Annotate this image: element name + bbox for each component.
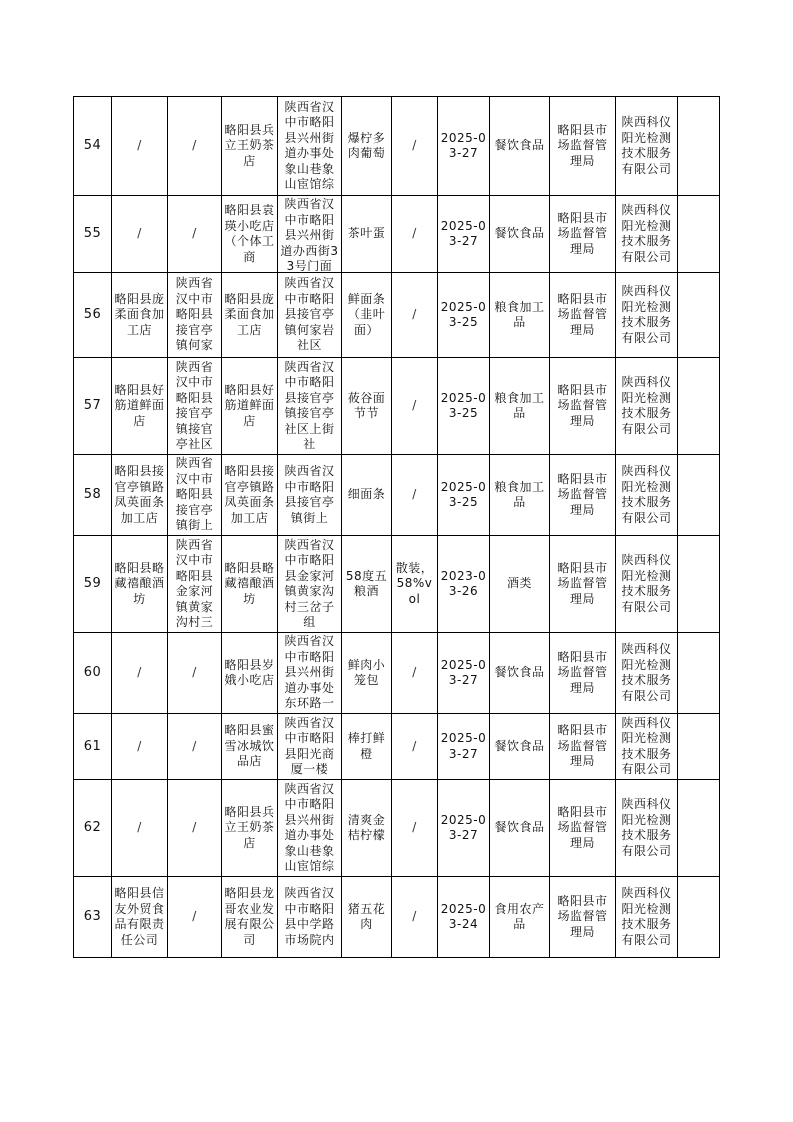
cell-producer-address-text: / bbox=[192, 738, 197, 753]
cell-food-name-text: 莜谷面节节 bbox=[347, 390, 386, 420]
cell-task-source bbox=[550, 358, 616, 455]
cell-production-date bbox=[438, 273, 490, 358]
cell-testing-agency bbox=[616, 633, 678, 714]
cell-serial-no-text: 54 bbox=[83, 138, 102, 154]
cell-food-name bbox=[342, 877, 392, 958]
cell-producer-address bbox=[168, 633, 222, 714]
cell-food-name-text: 细面条 bbox=[347, 487, 386, 502]
cell-food-category-text: 餐饮食品 bbox=[494, 138, 545, 153]
cell-production-date bbox=[438, 780, 490, 877]
cell-producer-address bbox=[168, 877, 222, 958]
cell-food-name-text: 爆柠多肉葡萄 bbox=[347, 130, 386, 160]
cell-remark bbox=[678, 780, 720, 877]
cell-sampled-unit-address bbox=[278, 358, 342, 455]
cell-testing-agency bbox=[616, 97, 678, 196]
cell-production-date-text: 2023-03-26 bbox=[440, 568, 487, 598]
cell-producer-address-text: / bbox=[192, 226, 197, 241]
cell-food-name bbox=[342, 358, 392, 455]
cell-production-date bbox=[438, 455, 490, 536]
cell-production-date-text: 2025-03-27 bbox=[440, 130, 487, 160]
cell-producer-address-text: 陕西省汉中市略阳县接官亭镇何家 bbox=[175, 276, 214, 353]
cell-food-category bbox=[490, 273, 550, 358]
cell-producer-address bbox=[168, 358, 222, 455]
cell-producer-name-text: / bbox=[137, 665, 142, 680]
cell-sampled-unit-name-text: 略阳县蜜雪冰城饮品店 bbox=[224, 723, 275, 769]
cell-testing-agency bbox=[616, 273, 678, 358]
cell-sampled-unit-address bbox=[278, 714, 342, 780]
cell-food-name bbox=[342, 455, 392, 536]
cell-sampled-unit-address-text: 陕西省汉中市略阳县接官亭镇何家岩社区 bbox=[284, 276, 335, 353]
cell-sampled-unit-address-text: 陕西省汉中市略阳县阳光商厦一楼 bbox=[284, 715, 335, 776]
cell-food-category bbox=[490, 196, 550, 273]
cell-production-date bbox=[438, 877, 490, 958]
cell-task-source-text: 略阳县市场监督管理局 bbox=[557, 382, 608, 428]
cell-production-date-text: 2025-03-25 bbox=[440, 299, 487, 329]
cell-remark bbox=[678, 273, 720, 358]
cell-producer-name bbox=[112, 877, 168, 958]
cell-serial-no-text: 61 bbox=[83, 738, 102, 754]
cell-food-category-text: 餐饮食品 bbox=[494, 820, 545, 835]
cell-producer-address-text: 陕西省汉中市略阳县金家河镇黄家沟村三 bbox=[175, 537, 214, 629]
cell-task-source-text: 略阳县市场监督管理局 bbox=[557, 210, 608, 256]
cell-producer-name bbox=[112, 358, 168, 455]
cell-testing-agency-text: 陕西科仪阳光检测技术服务有限公司 bbox=[621, 886, 672, 947]
cell-sampled-unit-name-text: 略阳县接官亭镇路凤英面条加工店 bbox=[224, 464, 275, 525]
cell-producer-address bbox=[168, 536, 222, 633]
cell-testing-agency-text: 陕西科仪阳光检测技术服务有限公司 bbox=[621, 553, 672, 614]
cell-task-source bbox=[550, 714, 616, 780]
cell-sampled-unit-name bbox=[222, 536, 278, 633]
cell-producer-address-text: 陕西省汉中市略阳县接官亭镇接官亭社区 bbox=[175, 359, 214, 451]
cell-producer-name-text: 略阳县好筋道鲜面店 bbox=[114, 382, 165, 428]
cell-food-category-text: 粮食加工品 bbox=[494, 479, 545, 509]
cell-task-source-text: 略阳县市场监督管理局 bbox=[557, 122, 608, 168]
cell-serial-no bbox=[74, 780, 112, 877]
cell-production-date-text: 2025-03-25 bbox=[440, 390, 487, 420]
cell-specification bbox=[392, 273, 438, 358]
cell-serial-no bbox=[74, 358, 112, 455]
cell-producer-name bbox=[112, 273, 168, 358]
cell-food-category-text: 食用农产品 bbox=[494, 901, 545, 931]
cell-sampled-unit-address bbox=[278, 97, 342, 196]
cell-food-category bbox=[490, 633, 550, 714]
cell-food-name-text: 棒打鲜橙 bbox=[347, 731, 386, 761]
cell-task-source-text: 略阳县市场监督管理局 bbox=[557, 560, 608, 606]
cell-production-date-text: 2025-03-27 bbox=[440, 812, 487, 842]
cell-producer-name bbox=[112, 714, 168, 780]
cell-producer-address bbox=[168, 97, 222, 196]
cell-task-source bbox=[550, 196, 616, 273]
cell-producer-address-text: / bbox=[192, 820, 197, 835]
cell-specification bbox=[392, 536, 438, 633]
cell-production-date bbox=[438, 97, 490, 196]
cell-food-category-text: 粮食加工品 bbox=[494, 390, 545, 420]
cell-remark bbox=[678, 358, 720, 455]
table-row bbox=[74, 97, 720, 196]
cell-food-category bbox=[490, 358, 550, 455]
cell-testing-agency-text: 陕西科仪阳光检测技术服务有限公司 bbox=[621, 284, 672, 345]
cell-production-date bbox=[438, 358, 490, 455]
cell-specification-text: / bbox=[412, 738, 417, 753]
cell-testing-agency-text: 陕西科仪阳光检测技术服务有限公司 bbox=[621, 642, 672, 703]
cell-food-category bbox=[490, 455, 550, 536]
cell-food-name bbox=[342, 780, 392, 877]
cell-food-name bbox=[342, 633, 392, 714]
cell-specification-text: / bbox=[412, 909, 417, 924]
cell-sampled-unit-address bbox=[278, 633, 342, 714]
cell-food-name bbox=[342, 196, 392, 273]
cell-task-source-text: 略阳县市场监督管理局 bbox=[557, 649, 608, 695]
cell-task-source bbox=[550, 273, 616, 358]
cell-food-name bbox=[342, 97, 392, 196]
cell-specification bbox=[392, 97, 438, 196]
cell-sampled-unit-name-text: 略阳县略藏禧酿酒坊 bbox=[224, 560, 275, 606]
cell-testing-agency bbox=[616, 455, 678, 536]
cell-sampled-unit-address bbox=[278, 780, 342, 877]
cell-sampled-unit-name-text: 略阳县袁瑛小吃店（个体工商 bbox=[224, 203, 275, 264]
cell-testing-agency bbox=[616, 536, 678, 633]
cell-producer-name-text: 略阳县信友外贸食品有限责任公司 bbox=[114, 886, 165, 947]
cell-specification bbox=[392, 358, 438, 455]
cell-producer-name bbox=[112, 633, 168, 714]
cell-testing-agency bbox=[616, 877, 678, 958]
cell-producer-name bbox=[112, 780, 168, 877]
cell-serial-no bbox=[74, 714, 112, 780]
table-body bbox=[74, 97, 720, 958]
cell-serial-no bbox=[74, 877, 112, 958]
cell-food-category bbox=[490, 877, 550, 958]
cell-producer-name-text: / bbox=[137, 738, 142, 753]
cell-testing-agency-text: 陕西科仪阳光检测技术服务有限公司 bbox=[621, 115, 672, 176]
cell-remark bbox=[678, 196, 720, 273]
cell-specification-text: / bbox=[412, 138, 417, 153]
cell-producer-address-text: / bbox=[192, 138, 197, 153]
cell-producer-address-text: / bbox=[192, 909, 197, 924]
cell-sampled-unit-address bbox=[278, 196, 342, 273]
cell-sampled-unit-address bbox=[278, 877, 342, 958]
cell-serial-no bbox=[74, 196, 112, 273]
cell-task-source-text: 略阳县市场监督管理局 bbox=[557, 804, 608, 850]
table-row bbox=[74, 536, 720, 633]
cell-food-category-text: 粮食加工品 bbox=[494, 299, 545, 329]
cell-production-date-text: 2025-03-27 bbox=[440, 218, 487, 248]
cell-production-date-text: 2025-03-25 bbox=[440, 479, 487, 509]
table-row bbox=[74, 780, 720, 877]
cell-food-name-text: 猪五花肉 bbox=[347, 901, 386, 931]
cell-specification-text: 散装，58%vol bbox=[395, 560, 434, 606]
cell-testing-agency-text: 陕西科仪阳光检测技术服务有限公司 bbox=[621, 715, 672, 776]
inspection-results-table bbox=[73, 96, 720, 958]
cell-serial-no bbox=[74, 273, 112, 358]
cell-serial-no bbox=[74, 455, 112, 536]
cell-specification-text: / bbox=[412, 820, 417, 835]
table-row bbox=[74, 633, 720, 714]
cell-food-name bbox=[342, 536, 392, 633]
cell-specification bbox=[392, 780, 438, 877]
table-row bbox=[74, 273, 720, 358]
cell-food-category bbox=[490, 714, 550, 780]
cell-producer-address bbox=[168, 196, 222, 273]
cell-remark bbox=[678, 633, 720, 714]
cell-testing-agency bbox=[616, 358, 678, 455]
cell-specification bbox=[392, 633, 438, 714]
cell-sampled-unit-name-text: 略阳县庞柔面食加工店 bbox=[224, 291, 275, 337]
cell-specification-text: / bbox=[412, 307, 417, 322]
cell-remark bbox=[678, 536, 720, 633]
cell-serial-no-text: 63 bbox=[83, 909, 102, 925]
cell-production-date-text: 2025-03-27 bbox=[440, 657, 487, 687]
cell-sampled-unit-name-text: 略阳县兵立王奶茶店 bbox=[224, 122, 275, 168]
cell-sampled-unit-address bbox=[278, 536, 342, 633]
cell-testing-agency bbox=[616, 780, 678, 877]
cell-sampled-unit-name-text: 略阳县龙哥农业发展有限公司 bbox=[224, 886, 275, 947]
cell-producer-address-text: 陕西省汉中市略阳县接官亭镇街上 bbox=[175, 456, 214, 533]
cell-serial-no-text: 55 bbox=[83, 226, 102, 242]
cell-producer-name-text: 略阳县略藏禧酿酒坊 bbox=[114, 560, 165, 606]
cell-task-source bbox=[550, 455, 616, 536]
cell-food-category-text: 餐饮食品 bbox=[494, 738, 545, 753]
cell-sampled-unit-address-text: 陕西省汉中市略阳县接官亭镇接官亭社区上街社 bbox=[284, 359, 335, 451]
cell-food-category bbox=[490, 97, 550, 196]
table-row bbox=[74, 455, 720, 536]
table-row bbox=[74, 877, 720, 958]
cell-task-source bbox=[550, 877, 616, 958]
cell-producer-address bbox=[168, 714, 222, 780]
cell-remark bbox=[678, 714, 720, 780]
cell-task-source bbox=[550, 97, 616, 196]
cell-food-name-text: 茶叶蛋 bbox=[347, 226, 386, 241]
cell-task-source-text: 略阳县市场监督管理局 bbox=[557, 471, 608, 517]
cell-specification-text: / bbox=[412, 665, 417, 680]
cell-production-date bbox=[438, 196, 490, 273]
cell-serial-no bbox=[74, 97, 112, 196]
cell-producer-name bbox=[112, 455, 168, 536]
cell-task-source-text: 略阳县市场监督管理局 bbox=[557, 723, 608, 769]
cell-specification-text: / bbox=[412, 398, 417, 413]
cell-producer-address bbox=[168, 780, 222, 877]
cell-specification bbox=[392, 714, 438, 780]
cell-serial-no bbox=[74, 536, 112, 633]
cell-production-date-text: 2025-03-24 bbox=[440, 901, 487, 931]
cell-sampled-unit-name bbox=[222, 455, 278, 536]
cell-food-category bbox=[490, 780, 550, 877]
cell-sampled-unit-name-text: 略阳县岁娥小吃店 bbox=[224, 657, 275, 687]
cell-food-category-text: 餐饮食品 bbox=[494, 665, 545, 680]
cell-specification-text: / bbox=[412, 487, 417, 502]
cell-producer-name-text: 略阳县庞柔面食加工店 bbox=[114, 291, 165, 337]
cell-production-date bbox=[438, 536, 490, 633]
cell-sampled-unit-name bbox=[222, 633, 278, 714]
table-row bbox=[74, 196, 720, 273]
cell-sampled-unit-address-text: 陕西省汉中市略阳县中学路市场院内 bbox=[284, 886, 335, 947]
cell-food-name-text: 鲜面条（韭叶面） bbox=[347, 291, 386, 337]
cell-remark bbox=[678, 455, 720, 536]
cell-sampled-unit-name-text: 略阳县兵立王奶茶店 bbox=[224, 804, 275, 850]
cell-remark bbox=[678, 97, 720, 196]
cell-production-date bbox=[438, 714, 490, 780]
cell-testing-agency-text: 陕西科仪阳光检测技术服务有限公司 bbox=[621, 375, 672, 436]
cell-food-category-text: 酒类 bbox=[506, 576, 532, 591]
cell-sampled-unit-address-text: 陕西省汉中市略阳县接官亭镇街上 bbox=[284, 464, 335, 525]
cell-producer-address bbox=[168, 455, 222, 536]
cell-testing-agency-text: 陕西科仪阳光检测技术服务有限公司 bbox=[621, 464, 672, 525]
cell-specification bbox=[392, 877, 438, 958]
cell-sampled-unit-address-text: 陕西省汉中市略阳县兴州街道办事处象山巷象山宦馆综 bbox=[284, 781, 335, 873]
cell-food-name bbox=[342, 714, 392, 780]
cell-producer-address bbox=[168, 273, 222, 358]
cell-sampled-unit-address-text: 陕西省汉中市略阳县兴州街道办西街33号门面 bbox=[280, 197, 339, 271]
cell-sampled-unit-name bbox=[222, 780, 278, 877]
cell-testing-agency bbox=[616, 714, 678, 780]
cell-producer-name-text: / bbox=[137, 138, 142, 153]
cell-specification bbox=[392, 196, 438, 273]
cell-food-name bbox=[342, 273, 392, 358]
cell-remark bbox=[678, 877, 720, 958]
table-row bbox=[74, 358, 720, 455]
cell-sampled-unit-name-text: 略阳县好筋道鲜面店 bbox=[224, 382, 275, 428]
cell-serial-no-text: 57 bbox=[83, 398, 102, 414]
cell-specification-text: / bbox=[412, 226, 417, 241]
cell-food-category-text: 餐饮食品 bbox=[494, 226, 545, 241]
cell-serial-no-text: 60 bbox=[83, 665, 102, 681]
cell-sampled-unit-address-text: 陕西省汉中市略阳县金家河镇黄家沟村三岔子组 bbox=[284, 537, 335, 629]
cell-task-source bbox=[550, 633, 616, 714]
cell-producer-name-text: / bbox=[137, 226, 142, 241]
cell-producer-name bbox=[112, 536, 168, 633]
cell-testing-agency-text: 陕西科仪阳光检测技术服务有限公司 bbox=[621, 797, 672, 858]
cell-task-source bbox=[550, 780, 616, 877]
cell-task-source-text: 略阳县市场监督管理局 bbox=[557, 893, 608, 939]
cell-sampled-unit-name bbox=[222, 358, 278, 455]
cell-sampled-unit-address-text: 陕西省汉中市略阳县兴州街道办事处东环路一 bbox=[284, 634, 335, 711]
cell-task-source-text: 略阳县市场监督管理局 bbox=[557, 291, 608, 337]
cell-serial-no-text: 62 bbox=[83, 820, 102, 836]
table-row bbox=[74, 714, 720, 780]
cell-specification bbox=[392, 455, 438, 536]
cell-production-date-text: 2025-03-27 bbox=[440, 731, 487, 761]
cell-sampled-unit-name bbox=[222, 714, 278, 780]
cell-testing-agency-text: 陕西科仪阳光检测技术服务有限公司 bbox=[621, 203, 672, 264]
cell-serial-no-text: 58 bbox=[83, 487, 102, 503]
cell-producer-name bbox=[112, 196, 168, 273]
cell-sampled-unit-name bbox=[222, 97, 278, 196]
cell-sampled-unit-name bbox=[222, 196, 278, 273]
cell-testing-agency bbox=[616, 196, 678, 273]
cell-sampled-unit-name bbox=[222, 273, 278, 358]
cell-sampled-unit-address-text: 陕西省汉中市略阳县兴州街道办事处象山巷象山宦馆综 bbox=[284, 99, 335, 191]
cell-producer-name bbox=[112, 97, 168, 196]
cell-serial-no-text: 59 bbox=[83, 576, 102, 592]
cell-food-name-text: 清爽金桔柠檬 bbox=[347, 812, 386, 842]
cell-sampled-unit-name bbox=[222, 877, 278, 958]
cell-food-name-text: 鲜肉小笼包 bbox=[347, 657, 386, 687]
cell-sampled-unit-address bbox=[278, 455, 342, 536]
cell-production-date bbox=[438, 633, 490, 714]
cell-producer-address-text: / bbox=[192, 665, 197, 680]
cell-serial-no bbox=[74, 633, 112, 714]
cell-task-source bbox=[550, 536, 616, 633]
cell-producer-name-text: / bbox=[137, 820, 142, 835]
cell-food-category bbox=[490, 536, 550, 633]
cell-serial-no-text: 56 bbox=[83, 307, 102, 323]
cell-food-name-text: 58度五粮酒 bbox=[345, 568, 388, 598]
cell-sampled-unit-address bbox=[278, 273, 342, 358]
cell-producer-name-text: 略阳县接官亭镇路凤英面条加工店 bbox=[114, 464, 165, 525]
